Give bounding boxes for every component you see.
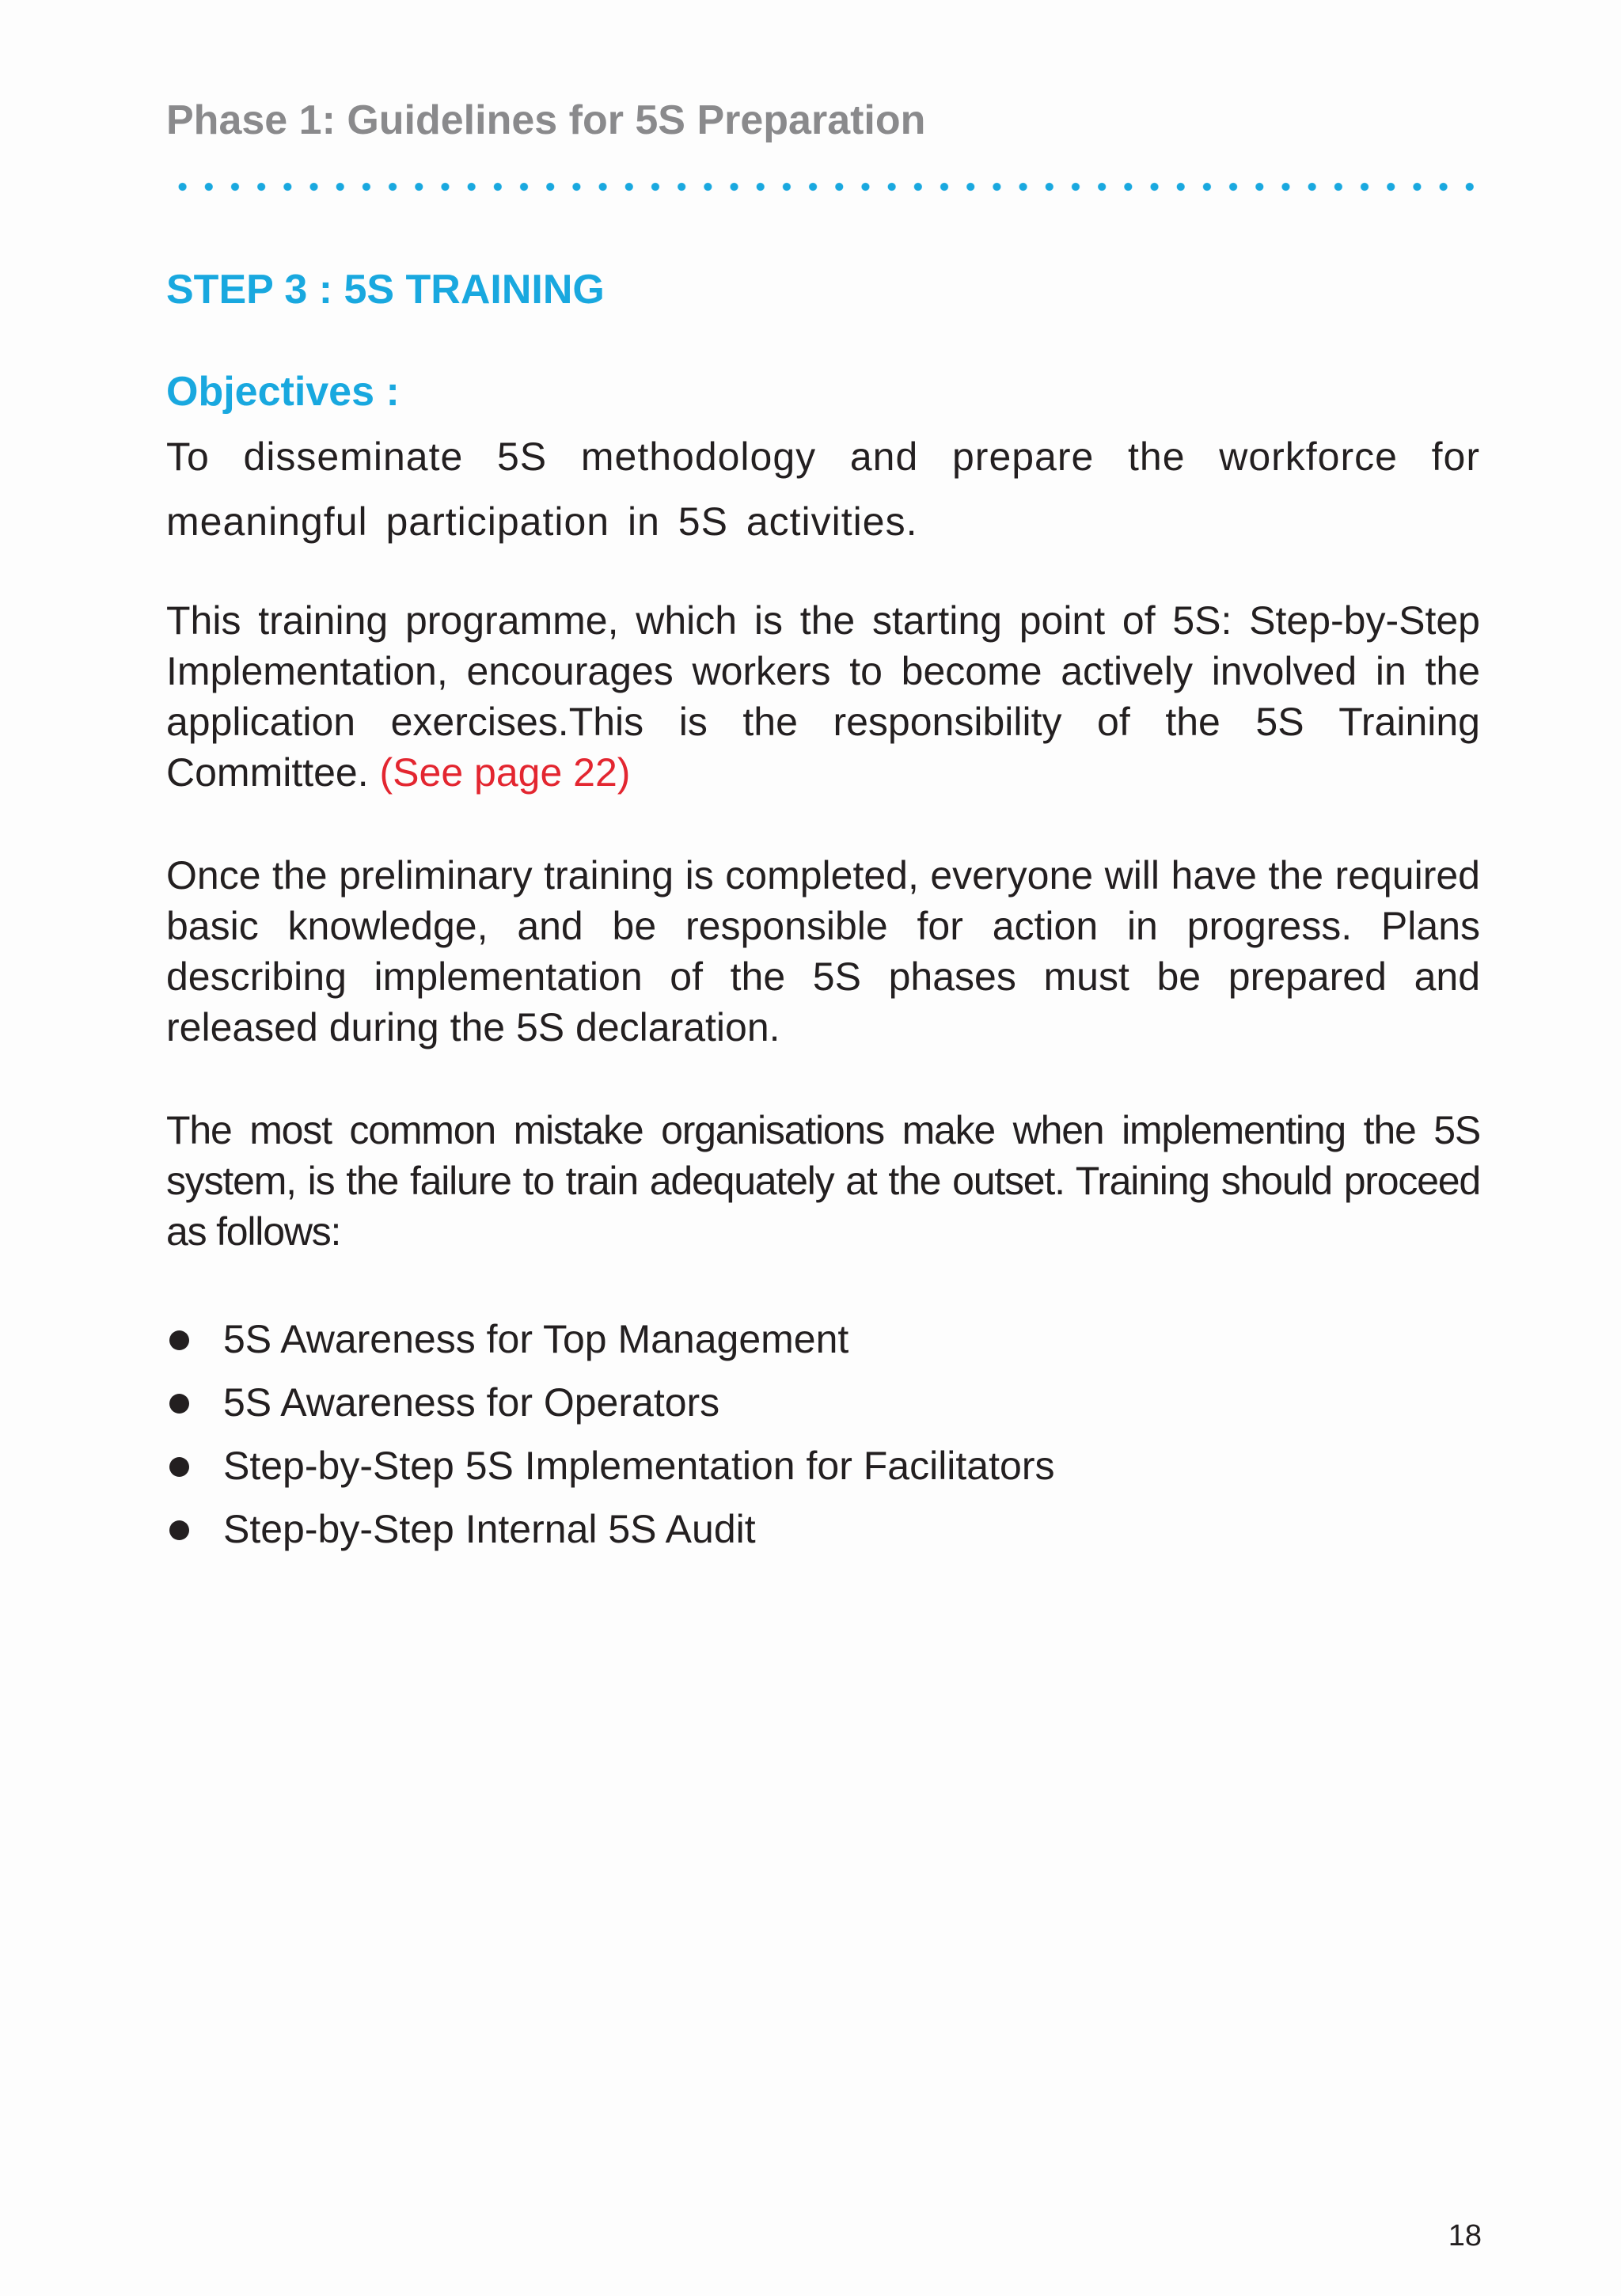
common-mistake-paragraph: The most common mistake organisations make when implementing the 5S system, is the failure to train adequately at the outset. Training should proceed as follows:	[166, 1108, 1480, 1254]
bullet-icon	[169, 1330, 189, 1350]
bullet-icon	[169, 1520, 189, 1540]
running-header: Phase 1: Guidelines for 5S Preparation	[166, 97, 926, 143]
training-paragraph-text: This training programme, which is the starting point of 5S: Step-by-Step Implementation, encourages workers to become actively involved in the application exercises.This is the responsibility of the 5S Training Committee.	[166, 598, 1480, 795]
dotted-divider	[169, 181, 1483, 192]
preliminary-training-paragraph: Once the preliminary training is completed, everyone will have the required basic knowledge, and be responsible for action in progress. Plans describing implementation of the 5S phases must be prepared and released during the 5S declaration.	[166, 853, 1480, 1049]
list-item-text: 5S Awareness for Operators	[223, 1380, 720, 1425]
training-paragraph	[166, 595, 1480, 798]
list-item	[166, 1434, 1054, 1497]
page-number: 18	[1448, 2219, 1482, 2252]
bullet-icon	[169, 1457, 189, 1477]
list-item	[166, 1371, 1054, 1434]
list-item-text: Step-by-Step 5S Implementation for Facilitators	[223, 1444, 1055, 1488]
list-item	[166, 1307, 1054, 1371]
section-title: STEP 3 : 5S TRAINING	[166, 267, 605, 313]
see-page-reference-link[interactable]: (See page 22)	[379, 750, 631, 795]
objectives-paragraph: To disseminate 5S methodology and prepare the workforce for meaningful participation in 5S activities.	[166, 435, 1480, 544]
bullet-icon	[169, 1394, 189, 1414]
objectives-heading: Objectives :	[166, 369, 400, 415]
training-list	[166, 1307, 1054, 1561]
list-item-text: 5S Awareness for Top Management	[223, 1317, 849, 1361]
list-item-text: Step-by-Step Internal 5S Audit	[223, 1507, 756, 1551]
list-item	[166, 1497, 1054, 1561]
